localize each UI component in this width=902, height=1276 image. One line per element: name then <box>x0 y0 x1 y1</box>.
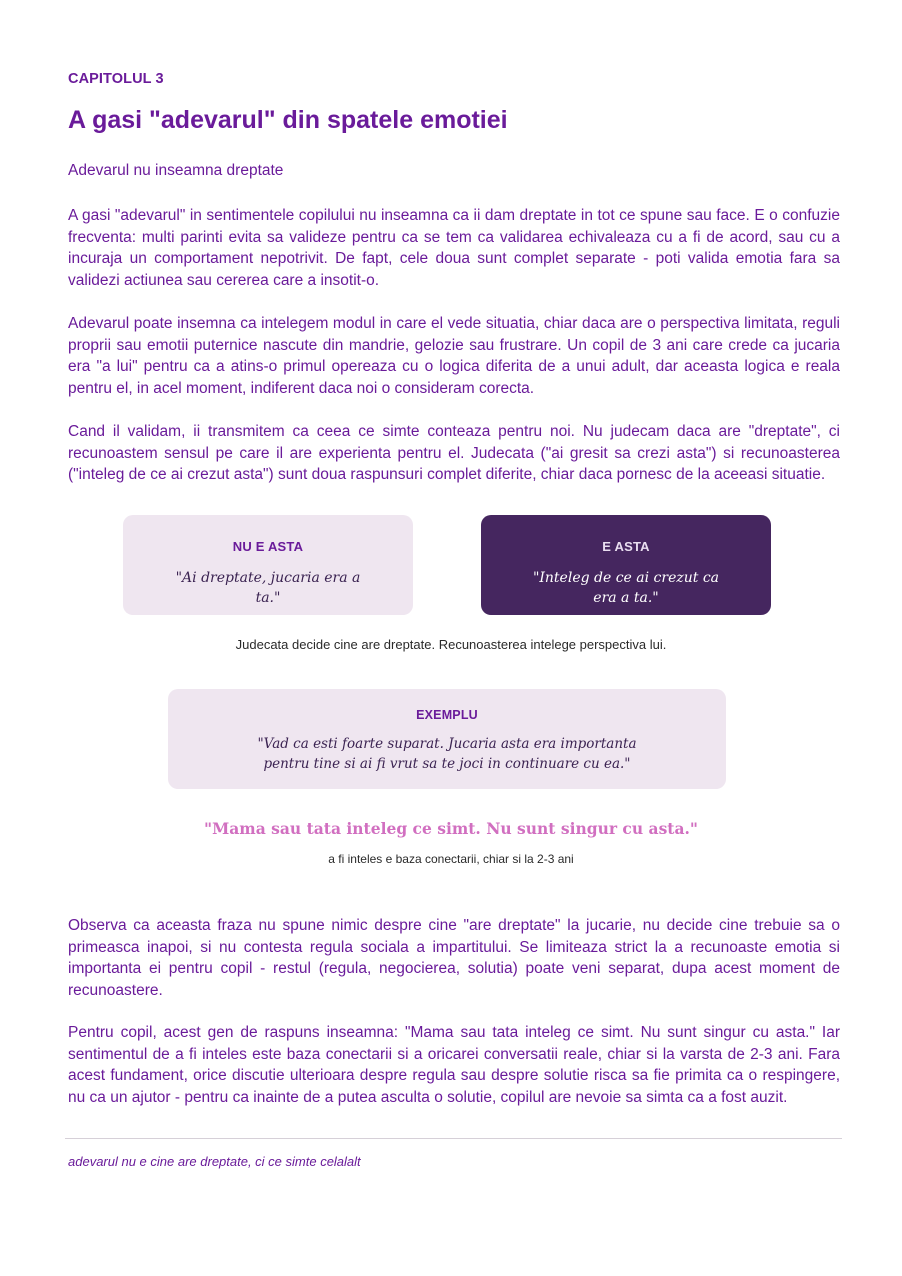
card-quote: "Ai dreptate, jucaria era a ta." <box>175 570 361 606</box>
paragraph: Pentru copil, acest gen de raspuns inseamna: "Mama sau tata inteleg ce simt. Nu sunt singur cu asta." Iar sentimentul de a fi inteles este baza conectarii si a oricarei conversatii reale, chiar si la varsta de 2-3 ani. Fara acest fundament, orice discutie ulterioara despre regula sau despre solutie risca sa fie primita ca o respingere, nu ca un ajutor - pentru ca inainte de a putea asculta o solutie, copilul are nevoie sa simta ca a fost auzit. <box>68 1024 840 1106</box>
example-box <box>168 689 726 789</box>
example-quote: "Vad ca esti foarte suparat. Jucaria asta era importanta pentru tine si ai fi vrut sa te joci in continuare cu ea." <box>257 736 637 772</box>
paragraph: Adevarul poate insemna ca intelegem modul in care el vede situatia, chiar daca are o perspectiva limitata, reguli proprii sau emotii puternice nascute din mandrie, gelozie sau frustrare. Un copil de 3 ani care crede ca jucaria era "a lui" pentru ca a atins-o primul opereaza cu o logica diferita de a unui adult, dar aceasta logica e reala pentru el, in acel moment, indiferent daca noi o consideram corecta. <box>68 315 840 397</box>
example-label: EXEMPLU <box>416 708 478 722</box>
card-label: E ASTA <box>602 539 650 554</box>
comparison-card-right <box>481 515 771 615</box>
footer-note: adevarul nu e cine are dreptate, ci ce simte celalalt <box>68 1154 361 1169</box>
paragraph: Cand il validam, ii transmitem ca ceea ce simte conteaza pentru noi. Nu judecam daca are "dreptate", ci recunoastem sensul pe care il are experienta pentru el. Judecata ("ai gresit sa crezi asta") si recunoasterea ("inteleg de ce ai crezut asta") sunt doua raspunsuri complet diferite, chiar daca pornesc de la aceeasi situatie. <box>68 423 840 483</box>
card-label: NU E ASTA <box>232 539 304 554</box>
page-title: A gasi "adevarul" din spatele emotiei <box>68 106 508 134</box>
paragraph: Observa ca aceasta fraza nu spune nimic despre cine "are dreptate" la jucarie, nu decide cine trebuie sa o primeasca inapoi, si nu contesta regula sociala a impartitului. Se limiteaza strict la a recunoaste emotia si importanta ei pentru copil - restul (regula, negocierea, solutia) poate veni separat, dupa acest moment de recunoastere. <box>68 917 840 999</box>
footer-divider <box>65 1138 842 1139</box>
pull-quote: "Mama sau tata inteleg ce simt. Nu sunt singur cu asta." <box>204 819 698 838</box>
pull-quote-subtext: a fi inteles e baza conectarii, chiar si la 2-3 ani <box>328 852 574 866</box>
paragraph: A gasi "adevarul" in sentimentele copilului nu inseamna ca ii dam dreptate in tot ce spune sau face. E o confuzie frecventa: multi parinti evita sa valideze pentru ca se tem ca validarea echivaleaza cu a fi de acord, sau cu a incuraja un comportament nepotrivit. De fapt, cele doua sunt complet separate - poti valida emotia fara sa validezi actiunea sau cererea care a insotit-o. <box>68 207 840 289</box>
card-quote: "Inteleg de ce ai crezut ca era a ta." <box>532 570 720 606</box>
chapter-label: CAPITOLUL 3 <box>68 71 164 87</box>
section-subtitle: Adevarul nu inseamna dreptate <box>68 162 284 179</box>
comparison-card-wrong <box>123 515 413 615</box>
comparison-caption: Judecata decide cine are dreptate. Recunoasterea intelege perspectiva lui. <box>235 637 667 652</box>
